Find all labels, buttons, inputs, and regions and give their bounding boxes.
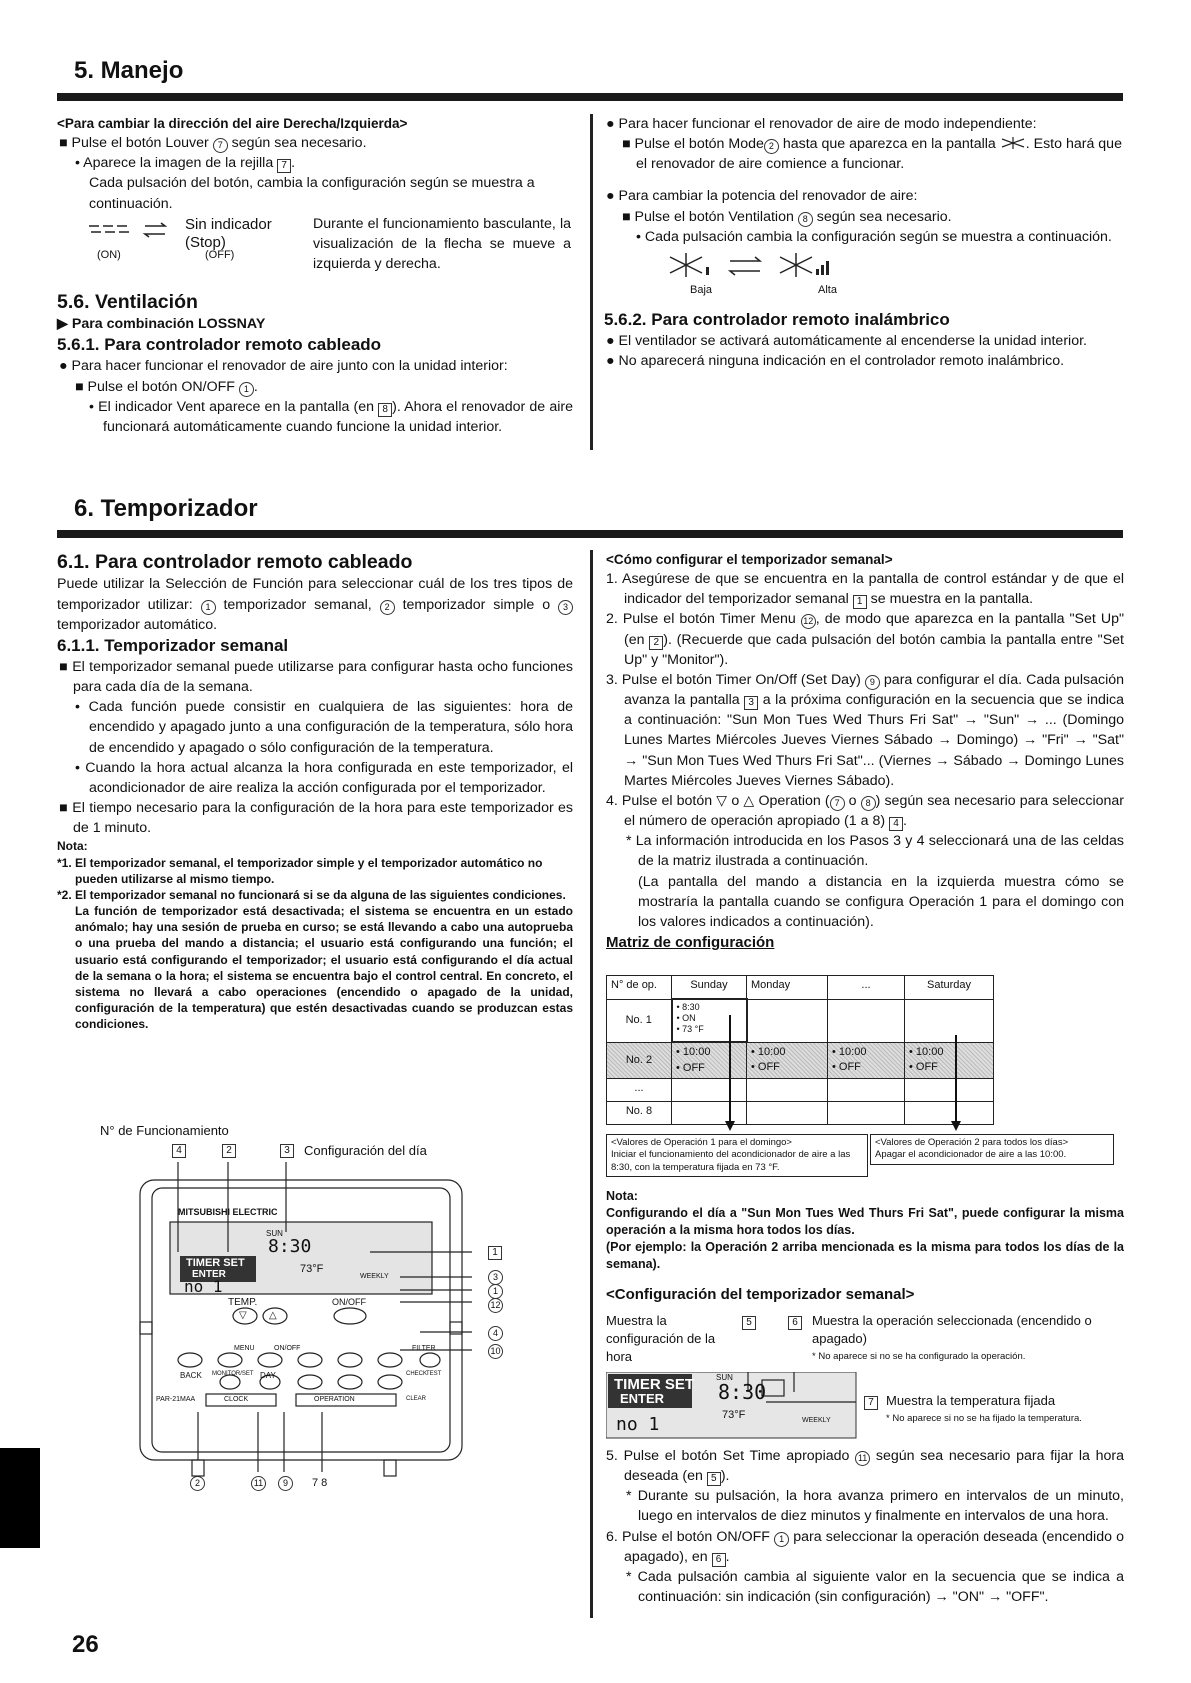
section-rule	[57, 530, 1123, 538]
matrix-row-label: No. 8	[607, 1102, 672, 1125]
fig-callout-3-circle: 3	[488, 1270, 503, 1285]
matrix-header: Saturday	[905, 976, 994, 1000]
page-number: 26	[72, 1631, 99, 1658]
temp-label: TEMP.	[228, 1297, 258, 1308]
vent-subtitle: ▶ Para combinación LOSSNAY	[57, 316, 266, 333]
column-divider	[590, 550, 593, 1618]
operation-label: OPERATION	[314, 1396, 355, 1403]
vent-low-label: Baja	[690, 283, 713, 296]
day-label: DAY	[260, 1371, 276, 1380]
cfg-lcd-time: 8:30	[718, 1380, 767, 1404]
matrix-title: Matriz de configuración	[606, 933, 775, 951]
step-4: 4. Pulse el botón ▽ o △ Operation ( 7 o 8 ) según sea necesario para seleccionar el número de operación apropiado (1 a 8) 4 .	[606, 792, 1124, 830]
step-5: 5. Pulse el botón Set Time apropiado 11 según sea necesario para fijar la hora deseada (en 5 ).	[606, 1448, 1124, 1485]
louver-on-label: (ON)	[97, 248, 121, 261]
dir-bullet: • Aparece la imagen de la rejilla 7 .	[75, 155, 296, 172]
timer-wired-title: 6.1. Para controlador remoto cableado	[57, 551, 413, 573]
test-label: TEST	[426, 1371, 442, 1377]
op1-values-box: <Valores de Operación 1 para el domingo> Iniciar el funcionamiento del acondicionador de aire a las 8:30, con la temperatura fijada en 73 °F.	[606, 1134, 868, 1177]
matrix-header: Monday	[747, 976, 828, 1000]
step-6-note: * Cada pulsación cambia al siguiente valor en la secuencia que se indica a continuación: sin indicación (sin configuración) → "ON" → "OFF".	[626, 1568, 1124, 1606]
weekly-timer-title: 6.1.1. Temporizador semanal	[57, 635, 289, 655]
section-title-temporizador: 6. Temporizador	[74, 495, 258, 522]
matrix-cell-op2: • 10:00 • OFF	[828, 1042, 905, 1079]
note-label: Nota:	[57, 839, 88, 854]
cfg-op-note: * No aparece si no se ha configurado la operación.	[812, 1351, 1026, 1362]
step-4-note-detail: (La pantalla del mando a distancia en la izquierda muestra cómo se mostraría la pantalla cuando se configura Operación 1 para el domingo con los valores indicados a continuación).	[638, 873, 1124, 930]
timer-intro: Puede utilizar la Selección de Función para seleccionar cuál de los tres tipos de temporizador utilizar: 1 temporizador semanal, 2 temporizador simple o 3 temporizador automático.	[57, 576, 573, 633]
fig-callout-2: 2	[222, 1144, 236, 1158]
clear-label: CLEAR	[406, 1396, 427, 1402]
temp-up-button[interactable]: △	[269, 1310, 277, 1321]
cfg-lcd-enter: ENTER	[620, 1391, 665, 1406]
vent-power-step: ■ Pulse el botón Ventilation 8 según sea necesario.	[622, 208, 952, 225]
fig-callout-11: 11	[251, 1476, 266, 1491]
weekly-item: ■ El tiempo necesario para la configuración de la hora para este temporizador es de 1 minuto.	[59, 800, 574, 837]
matrix-header: ...	[828, 976, 905, 1000]
vent-wired-bullet: • El indicador Vent aparece en la pantalla (en 8 ). Ahora el renovador de aire funcionará automáticamente cuando funcione la unidad interior.	[89, 398, 573, 435]
step-1: 1. Asegúrese de que se encuentra en la pantalla de control estándar y de que el indicador del temporizador semanal 1 se muestra en la pantalla.	[606, 571, 1124, 608]
louver-arrows-icon	[87, 222, 167, 244]
manejo-right-column	[604, 114, 1124, 371]
nota-label: Nota:	[606, 1189, 638, 1203]
how-to-heading: <Cómo configurar el temporizador semanal>	[606, 552, 893, 567]
step-3: 3. Pulse el botón Timer On/Off (Set Day) 9 para configurar el día. Cada pulsación avanza la pantalla 3 a la próxima configuración en la secuencia que se indica a continuación: "Sun Mon Tues Wed Thurs Fri Sat" → "Sun" → ... (Domingo Lunes Martes Miércoles Jueves Viernes Sábado → Domingo) → "Fri" → "Sat" → "Sun Mon Tues Wed Thurs Fri Sat"... (Viernes → Sábado → Domingo Lunes Martes Miércoles Jueves Viernes Sábado).	[606, 671, 1125, 789]
note-2-detail: La función de temporizador está desactivada; el sistema se encuentra en un estado anómalo; hay una sesión de prueba en curso; se está llevando a cabo una autoprueba o una prueba del mando a distancia; el usuario está configurando una función; el usuario está configurando el temporizador; el usuario está configurando el día actual de la semana o la hora; el sistema se encuentra bajo el control central. En concreto, el sistema no llevará a cabo operaciones (encendido o apagado de la unidad, configuración de la temperatura) que estén desactivadas cuando se produzcan estas condiciones.	[75, 904, 573, 1032]
note-2: *2. El temporizador semanal no funcionará si se da alguna de las siguientes condiciones.	[57, 887, 566, 902]
cfg-lcd-timer-set: TIMER SET	[614, 1376, 695, 1393]
weekly-item: ■ El temporizador semanal puede utilizarse para configurar hasta ocho funciones para cada día de la semana.	[59, 658, 573, 696]
model-label: PAR-21MAA	[156, 1396, 196, 1403]
nota-text: Configurando el día a "Sun Mon Tues Wed Thurs Fri Sat", puede configurar la misma operación a la misma hora todos los días.	[606, 1205, 1124, 1237]
vent-mode-step: ■ Pulse el botón Mode 2 hasta que aparezca en la pantalla . Esto hará que el renovador de aire comience a funcionar.	[622, 136, 1122, 173]
manejo-left-column	[57, 114, 573, 437]
onoff2-label: ON/OFF	[274, 1345, 301, 1352]
timer-right-steps	[606, 1446, 1124, 1607]
lcd-sun: SUN	[266, 1229, 283, 1238]
lcd-op-number: no 1	[184, 1277, 223, 1296]
page-edge-tab	[0, 1448, 40, 1548]
back-label: BACK	[180, 1371, 202, 1380]
matrix-row-label: No. 1	[607, 999, 672, 1042]
fig-callout-78: 7 8	[312, 1477, 328, 1489]
config-matrix	[606, 975, 996, 1125]
menu-label: MENU	[234, 1345, 255, 1352]
louver-desc: Durante el funcionamiento basculante, la visualización de la flecha se mueve a izquierda y derecha.	[313, 215, 571, 273]
timer-right-lower	[606, 1188, 1124, 1306]
vent-level-icon	[666, 251, 866, 281]
cfg-temp-desc: Muestra la temperatura fijada	[886, 1393, 1056, 1408]
vent-wired-item: ● Para hacer funcionar el renovador de aire junto con la unidad interior:	[59, 358, 508, 375]
temp-down-button[interactable]: ▽	[239, 1310, 247, 1321]
fig-callout-1-circle: 1	[488, 1284, 503, 1299]
cfg-op-desc: Muestra la operación seleccionada (encendido o apagado)	[812, 1313, 1092, 1347]
fig-callout-12: 12	[488, 1298, 503, 1313]
vent-fan-icon	[1000, 137, 1026, 149]
cfg-temp-note: * No aparece si no se ha fijado la temperatura.	[886, 1413, 1082, 1424]
column-divider	[590, 114, 593, 450]
note-1: *1. El temporizador semanal, el temporizador simple y el temporizador automático no pueden utilizarse al mismo tiempo.	[57, 855, 543, 886]
vent-power-bullet: • Cada pulsación cambia la configuración según se muestra a continuación.	[636, 228, 1112, 245]
matrix-cell-op2: • 10:00 • OFF	[905, 1042, 994, 1079]
lcd-time: 8:30	[268, 1236, 312, 1257]
matrix-header: Sunday	[672, 976, 747, 1000]
monitor-label: MONITOR/SET	[212, 1371, 254, 1377]
step-4-note: * La información introducida en los Pasos 3 y 4 seleccionará una de las celdas de la matriz ilustrada a continuación.	[626, 833, 1124, 870]
step-2: 2. Pulse el botón Timer Menu 12 , de modo que aparezca en la pantalla "Set Up" (en 2 ). (Recuerde que cada pulsación del botón cambia la pantalla entre "Set Up" y "Monitor").	[606, 611, 1125, 668]
fig-callout-1: 1	[488, 1246, 502, 1260]
section-rule	[57, 93, 1123, 101]
louver-stop: (Stop)	[185, 233, 226, 251]
cfg-lcd-sun: SUN	[716, 1373, 733, 1382]
vent-title: 5.6. Ventilación	[57, 290, 198, 313]
weekly-config-heading: <Configuración del temporizador semanal>	[606, 1286, 915, 1304]
lcd-weekly: WEEKLY	[360, 1273, 389, 1280]
matrix-header: N° de op.	[607, 976, 672, 1000]
fig-callout-3: 3	[280, 1144, 294, 1158]
clock-label: CLOCK	[224, 1396, 249, 1403]
nota-example: (Por ejemplo: la Operación 2 arriba mencionada es la misma para todos los días de la semana).	[606, 1239, 1124, 1271]
lcd-timer-set: TIMER SET	[186, 1257, 245, 1269]
fig-callout-4: 4	[172, 1144, 186, 1158]
cfg-lcd-op-number: no 1	[616, 1414, 660, 1435]
louver-diagram	[57, 214, 573, 274]
matrix-row-label: No. 2	[607, 1042, 672, 1079]
check-label: CHECK	[406, 1371, 428, 1377]
vent-wired-title: 5.6.1. Para controlador remoto cableado	[57, 335, 382, 355]
weekly-config-diagram	[606, 1312, 1124, 1440]
cfg-callout-6: 6	[788, 1316, 802, 1330]
matrix-row-label: ...	[607, 1079, 672, 1102]
cfg-callout-5: 5	[742, 1316, 756, 1330]
brand-logo: MITSUBISHI ELECTRIC	[178, 1207, 278, 1217]
cfg-time-desc: Muestra la configuración de la hora	[606, 1313, 716, 1365]
dir-step: ■ Pulse el botón Louver 7 según sea necesario.	[59, 135, 367, 152]
vent-power: ● Para cambiar la potencia del renovador de aire:	[606, 188, 918, 205]
fig-callout-10: 10	[488, 1344, 503, 1359]
weekly-bullet: • Cuando la hora actual alcanza la hora configurada en este temporizador, el acondicionador de aire realiza la acción configurada por el temporizador.	[75, 759, 573, 796]
vent-wireless-item: ● No aparecerá ninguna indicación en el controlador remoto inalámbrico.	[606, 353, 1065, 370]
weekly-bullet: • Cada función puede consistir en cualquiera de las siguientes: hora de encendido y apagado junto a una configuración de la temperatura, sólo hora de encendido y apagado o sólo configuración de la temperatura.	[75, 699, 573, 756]
matrix-cell-op2: • 10:00 • OFF	[672, 1042, 747, 1079]
timer-right-column	[606, 550, 1124, 953]
fig-callout-9: 9	[278, 1476, 293, 1491]
vent-wireless-title: 5.6.2. Para controlador remoto inalámbrico	[604, 309, 950, 329]
vent-independent: ● Para hacer funcionar el renovador de aire de modo independiente:	[606, 116, 1037, 132]
remote-controller-drawing	[100, 1122, 560, 1512]
remote-controller-figure	[100, 1122, 560, 1512]
dir-heading: <Para cambiar la dirección del aire Derecha/Izquierda>	[57, 116, 408, 131]
op2-values-box: <Valores de Operación 2 para todos los días> Apagar el acondicionador de aire a las 10:00.	[870, 1134, 1114, 1165]
cfg-lcd-weekly: WEEKLY	[802, 1417, 831, 1424]
fig-day-config-label: Configuración del día	[304, 1143, 427, 1158]
fig-callout-4-circle: 4	[488, 1326, 503, 1341]
section-title-manejo: 5. Manejo	[74, 57, 184, 84]
fig-callout-2-circle: 2	[190, 1476, 205, 1491]
louver-off-label: (OFF)	[205, 248, 235, 261]
dir-text: Cada pulsación del botón, cambia la configuración según se muestra a continuación.	[89, 175, 535, 212]
filter-label: FILTER	[412, 1345, 436, 1352]
louver-no-indicator: Sin indicador	[185, 215, 272, 233]
matrix-cell-op2: • 10:00 • OFF	[747, 1042, 828, 1079]
cfg-callout-7: 7	[864, 1396, 878, 1410]
vent-level-diagram	[604, 247, 1124, 303]
timer-left-column	[57, 550, 573, 1033]
step-5-note: * Durante su pulsación, la hora avanza primero en intervalos de un minuto, luego en intervalos de diez minutos y finalmente en intervalos de una hora.	[626, 1488, 1124, 1525]
vent-high-label: Alta	[818, 283, 837, 296]
onoff-label: ON/OFF	[332, 1297, 366, 1307]
vent-wireless-item: ● El ventilador se activará automáticamente al encenderse la unidad interior.	[606, 333, 1087, 350]
lcd-enter: ENTER	[192, 1269, 226, 1280]
fig-op-number-label: N° de Funcionamiento	[100, 1123, 229, 1138]
matrix-arrows	[606, 975, 996, 1135]
step-6: 6. Pulse el botón ON/OFF 1 para seleccionar la operación deseada (encendido o apagado), en 6 .	[606, 1528, 1125, 1565]
lcd-temp: 73°F	[300, 1263, 324, 1275]
vent-wired-step: ■ Pulse el botón ON/OFF 1 .	[75, 378, 258, 395]
matrix-cell-op1-sunday: • 8:30 • ON • 73 °F	[672, 999, 747, 1042]
cfg-lcd-temp: 73°F	[722, 1409, 746, 1421]
